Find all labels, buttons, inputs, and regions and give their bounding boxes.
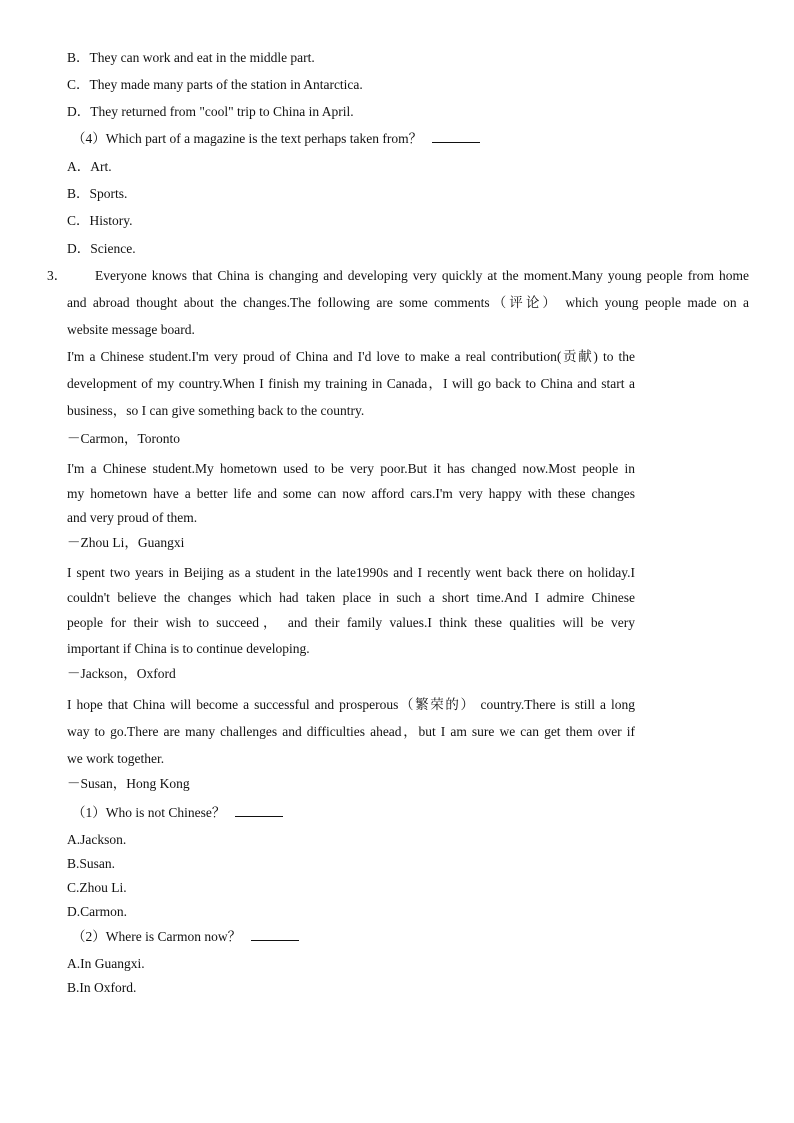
answer-blank (235, 804, 283, 817)
question-2-text: （2）Where is Carmon now？ (72, 929, 242, 944)
q1-option-b: B.Susan. (67, 856, 116, 871)
option-b-q3-prev: B．They can work and eat in the middle part. (67, 50, 315, 65)
option-c-q3-prev: C．They made many parts of the station in Antarctica. (67, 77, 363, 92)
comment-3-line-3: people for their wish to succeed， and their family values.I think these qualities will be very (67, 615, 635, 630)
q2-option-b: B.In Oxford. (67, 980, 137, 995)
comment-4-signature: －Susan，Hong Kong (67, 776, 190, 791)
question-4-text: （4）Which part of a magazine is the text perhaps taken from？ (72, 131, 423, 146)
comment-4-line-2: way to go.There are many challenges and difficulties ahead，but I am sure we can get them over if (67, 724, 635, 739)
option-a-q4: A．Art. (67, 159, 112, 174)
question-4-stem (72, 130, 480, 148)
passage-intro-line-2: and abroad thought about the changes.The following are some comments（评论） which young people made on a (67, 295, 749, 310)
answer-blank (251, 928, 299, 941)
q1-option-a: A.Jackson. (67, 832, 127, 847)
comment-3-signature: －Jackson，Oxford (67, 666, 176, 681)
question-2-stem (72, 928, 299, 946)
answer-blank (432, 130, 480, 143)
passage-number: 3． (47, 268, 68, 283)
passage-intro-line-1: Everyone knows that China is changing and developing very quickly at the moment.Many young people from home (95, 268, 749, 283)
comment-4-line-3: we work together. (67, 751, 165, 766)
passage-intro-line-3: website message board. (67, 322, 195, 337)
comment-1-line-2: development of my country.When I finish my training in Canada，I will go back to China and start a (67, 376, 635, 391)
comment-2-line-2: my hometown have a better life and some can now afford cars.I'm very happy with these changes (67, 486, 635, 501)
option-d-q3-prev: D．They returned from "cool" trip to China in April. (67, 104, 354, 119)
question-1-text: （1）Who is not Chinese？ (72, 805, 226, 820)
comment-1-signature: －Carmon，Toronto (67, 431, 181, 446)
comment-3-line-2: couldn't believe the changes which had taken place in such a short time.And I admire Chinese (67, 590, 635, 605)
comment-4-line-1: I hope that China will become a successful and prosperous（繁荣的） country.There is still a long (67, 697, 635, 712)
q1-option-d: D.Carmon. (67, 904, 127, 919)
comment-3-line-4: important if China is to continue developing. (67, 641, 310, 656)
comment-3-line-1: I spent two years in Beijing as a student in the late1990s and I recently went back there on holiday.I (67, 565, 635, 580)
question-1-stem (72, 804, 283, 822)
comment-2-line-1: I'm a Chinese student.My hometown used to be very poor.But it has changed now.Most people in (67, 461, 635, 476)
comment-1-line-3: business，so I can give something back to the country. (67, 403, 365, 418)
comment-1-line-1: I'm a Chinese student.I'm very proud of China and I'd love to make a real contribution(贡献) to the (67, 349, 635, 364)
option-d-q4: D．Science. (67, 241, 136, 256)
q2-option-a: A.In Guangxi. (67, 956, 145, 971)
option-c-q4: C．History. (67, 213, 133, 228)
comment-2-line-3: and very proud of them. (67, 510, 198, 525)
option-b-q4: B．Sports. (67, 186, 128, 201)
comment-2-signature: －Zhou Li，Guangxi (67, 535, 185, 550)
q1-option-c: C.Zhou Li. (67, 880, 127, 895)
